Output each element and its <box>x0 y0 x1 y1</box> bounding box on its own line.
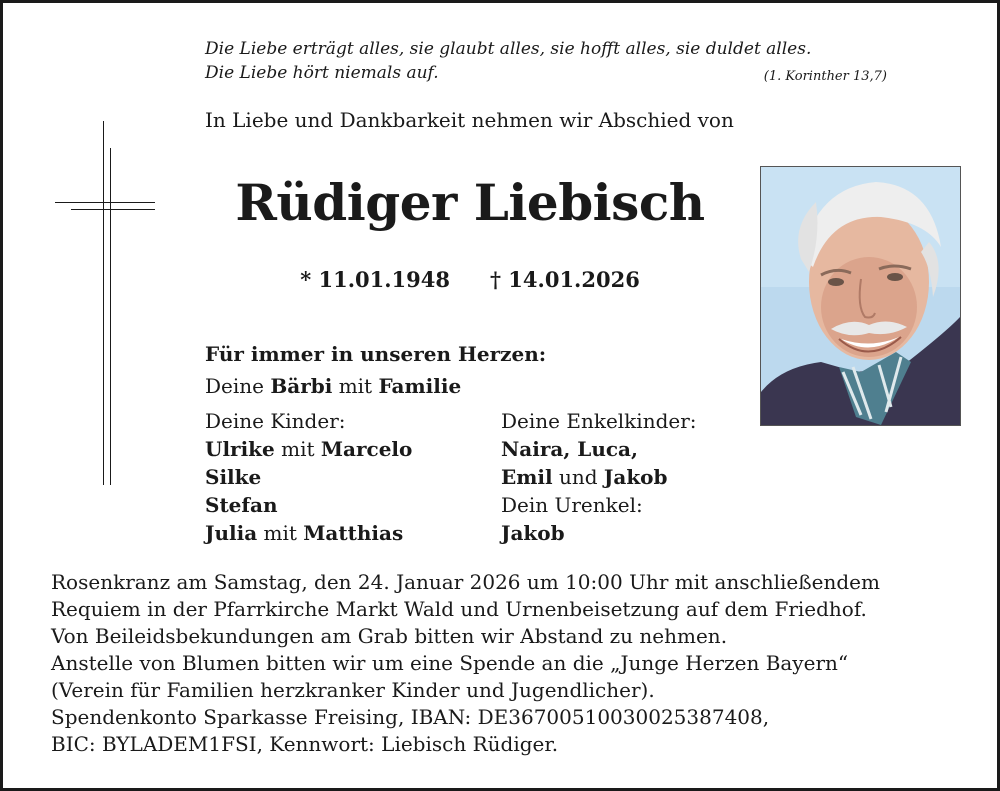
cross-horizontal-line-inner <box>71 209 155 210</box>
donation-line-2: (Verein für Familien herzkranker Kinder und Jugendlicher). <box>51 678 655 702</box>
list-item <box>501 519 697 547</box>
child-mit: mit <box>281 437 315 461</box>
grandchildren-names: Naira, Luca, <box>501 437 638 461</box>
cross-vertical-line-inner <box>110 148 111 485</box>
grandchild-name: Emil <box>501 465 553 489</box>
greatgrandchild-label: Dein Urenkel: <box>501 493 643 517</box>
child-partner: Marcelo <box>320 437 413 461</box>
family-line <box>205 372 461 400</box>
verse-reference: (1. Korinther 13,7) <box>763 69 887 84</box>
deceased-name: Rüdiger Liebisch <box>235 173 705 232</box>
children-label: Deine Kinder: <box>205 409 346 433</box>
donation-line-1: Anstelle von Blumen bitten wir um eine Spende an die „Junge Herzen Bayern“ <box>51 651 849 675</box>
verse-line-1: Die Liebe erträgt alles, sie glaubt alles, sie hofft alles, sie duldet alles. <box>205 39 812 59</box>
verse-line-2: Die Liebe hört niemals auf. <box>205 63 439 83</box>
list-item <box>205 463 412 491</box>
life-dates <box>205 267 735 292</box>
child-partner: Matthias <box>303 521 404 545</box>
grandchildren-column <box>501 407 697 547</box>
child-name: Stefan <box>205 493 278 517</box>
list-item <box>501 463 697 491</box>
child-name: Julia <box>205 521 258 545</box>
mourners-title: Für immer in unseren Herzen: <box>205 342 547 366</box>
cross-horizontal-line <box>55 202 155 203</box>
funeral-line-2: Requiem in der Pfarrkirche Markt Wald und Urnenbeisetzung auf dem Friedhof. <box>51 597 867 621</box>
donation-account: Spendenkonto Sparkasse Freising, IBAN: DE36700510030025387408, <box>51 705 770 729</box>
child-mit: mit <box>263 521 297 545</box>
funeral-line-3: Von Beileidsbekundungen am Grab bitten wir Abstand zu nehmen. <box>51 624 728 648</box>
family-name: Bärbi <box>270 374 333 398</box>
death-date: † 14.01.2026 <box>490 267 640 292</box>
grandchildren-label: Deine Enkelkinder: <box>501 409 697 433</box>
grandchild-name: Jakob <box>603 465 668 489</box>
list-item <box>501 435 697 463</box>
funeral-line-1: Rosenkranz am Samstag, den 24. Januar 2026 um 10:00 Uhr mit anschließendem <box>51 570 880 594</box>
donation-bic: BIC: BYLADEM1FSI, Kennwort: Liebisch Rüdiger. <box>51 732 559 756</box>
children-column <box>205 407 412 547</box>
family-suffix: Familie <box>378 374 462 398</box>
cross-vertical-line <box>103 121 104 485</box>
intro-text: In Liebe und Dankbarkeit nehmen wir Abschied von <box>205 108 734 132</box>
child-name: Ulrike <box>205 437 275 461</box>
portrait-photo <box>760 166 961 426</box>
list-item <box>205 491 412 519</box>
family-mit: mit <box>338 374 373 398</box>
list-item <box>205 519 412 547</box>
bible-verse <box>205 37 889 85</box>
funeral-details <box>51 569 971 758</box>
grandchild-und: und <box>558 465 598 489</box>
greatgrandchild-name: Jakob <box>501 521 565 545</box>
child-name: Silke <box>205 465 262 489</box>
list-item <box>205 435 412 463</box>
birth-date: * 11.01.1948 <box>300 267 450 292</box>
family-prefix: Deine <box>205 374 264 398</box>
